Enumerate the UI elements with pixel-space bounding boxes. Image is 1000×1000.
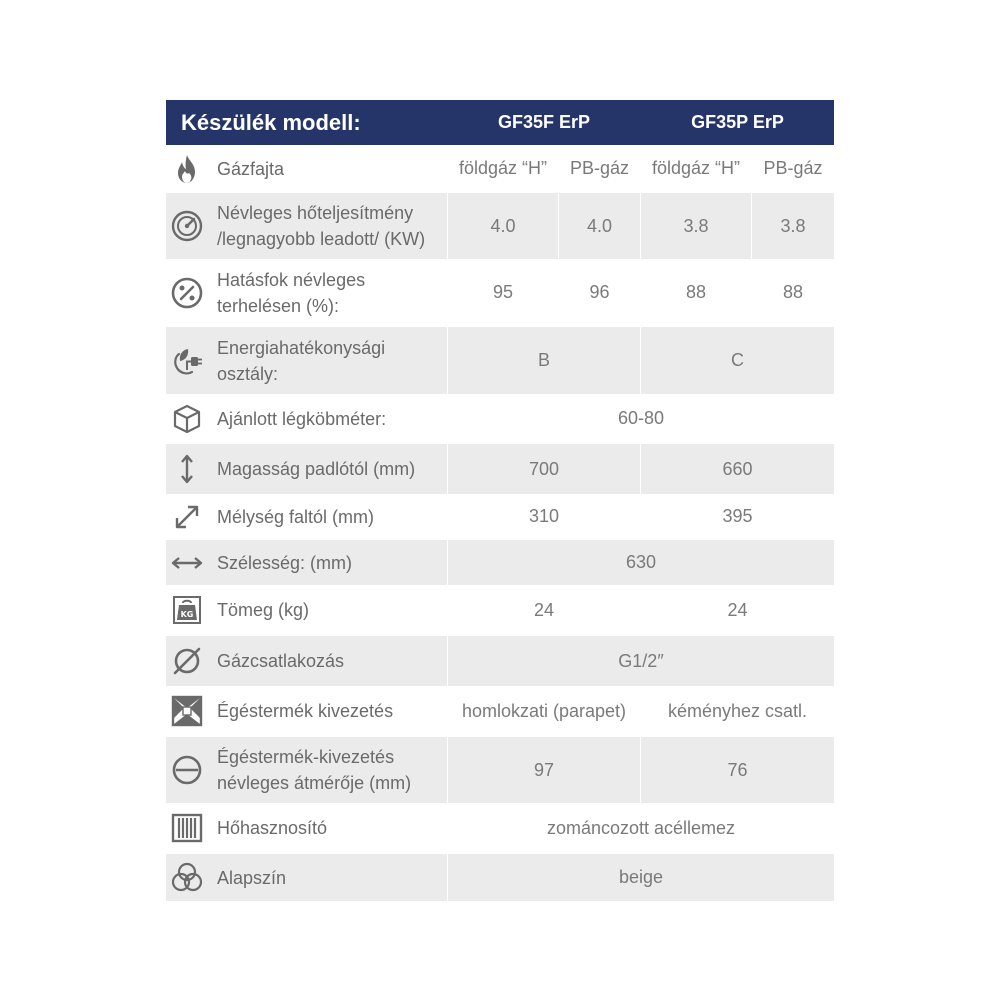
cell-value: PB-gáz: [763, 158, 823, 178]
row-gas-type: [166, 145, 834, 192]
row-label: Gázfajta: [217, 158, 285, 179]
header-label: Készülék modell:: [181, 110, 361, 135]
eco-plug-icon: [170, 344, 204, 378]
cell-value: homlokzati (parapet): [461, 700, 627, 721]
horizontal-arrow-icon: [170, 546, 204, 580]
row-energy-class: [166, 327, 834, 394]
cell-value: 24: [533, 599, 555, 620]
row-base-color: [166, 854, 834, 901]
cell-value: 4.0: [559, 193, 640, 259]
row-label: Magasság padlótól (mm): [217, 459, 416, 479]
gauge-icon: [170, 209, 204, 243]
cell-value: 660: [641, 444, 834, 494]
svg-text:KG: KG: [180, 610, 194, 619]
row-label: Tömeg (kg): [217, 600, 310, 620]
row-nominal-heat-output: [166, 193, 834, 259]
cell-value: C: [641, 327, 834, 394]
flue-box-icon: [170, 694, 204, 728]
diameter-icon: [170, 644, 204, 678]
row-heat-exchanger: [166, 803, 834, 853]
weight-kg-icon: [170, 593, 204, 627]
row-depth: [166, 494, 834, 539]
cell-value: 4.0: [448, 193, 558, 259]
row-label: Gázcsatlakozás: [217, 651, 345, 671]
row-width: [166, 540, 834, 585]
table-header: [166, 100, 834, 145]
cell-value: B: [448, 327, 640, 394]
header-model-1: GF35F ErP: [497, 112, 591, 132]
row-flue-diameter: [166, 737, 834, 803]
cell-value: 95: [492, 282, 514, 302]
spec-table: [166, 100, 834, 901]
row-efficiency: [166, 259, 834, 326]
row-label: Égéstermék-kivezetés névleges átmérője (mm): [217, 747, 412, 793]
heat-exchanger-icon: [170, 811, 204, 845]
cell-value: 700: [448, 444, 640, 494]
cell-value: 96: [589, 282, 610, 302]
cell-value: kéményhez csatl.: [667, 700, 808, 721]
row-height: [166, 444, 834, 494]
cell-value: földgáz “H”: [458, 158, 548, 178]
cell-value: 630: [448, 540, 834, 585]
cell-value: 310: [528, 506, 560, 526]
cell-value: beige: [448, 854, 834, 901]
row-label: Alapszín: [217, 867, 287, 888]
row-label: Égéstermék kivezetés: [217, 701, 394, 721]
flame-icon: [170, 152, 204, 186]
row-label: Ajánlott légköbméter:: [217, 408, 387, 429]
color-circles-icon: [170, 861, 204, 895]
row-label: Hőhasznosító: [217, 818, 328, 838]
row-label: Mélység faltól (mm): [217, 506, 375, 527]
row-label: Energiahatékonysági osztály:: [217, 337, 386, 384]
cell-value: 3.8: [752, 193, 834, 259]
row-label: Hatásfok névleges terhelésen (%):: [217, 269, 366, 316]
cell-value: 88: [782, 282, 804, 302]
vertical-arrow-icon: [170, 452, 204, 486]
cell-value: PB-gáz: [569, 158, 630, 178]
cell-value: 60-80: [617, 408, 665, 428]
cell-value: G1/2″: [448, 636, 834, 686]
row-flue-outlet: [166, 686, 834, 736]
cell-value: 395: [722, 506, 753, 526]
row-recommended-volume: [166, 394, 834, 443]
row-label: Szélesség: (mm): [217, 552, 353, 573]
pipe-diameter-icon: [170, 753, 204, 787]
row-label: Névleges hőteljesítmény /legnagyobb leadott/ (KW): [217, 203, 426, 249]
row-gas-connection: [166, 636, 834, 686]
diagonal-arrow-icon: [170, 500, 204, 534]
cell-value: 88: [685, 282, 707, 302]
header-model-2: GF35P ErP: [691, 112, 784, 132]
cube-icon: [170, 402, 204, 436]
cell-value: zománcozott acéllemez: [546, 817, 736, 838]
percent-icon: [170, 276, 204, 310]
cell-value: 3.8: [641, 193, 751, 259]
cell-value: 24: [727, 599, 748, 620]
cell-value: földgáz “H”: [651, 158, 741, 178]
cell-value: 97: [448, 737, 640, 803]
cell-value: 76: [641, 737, 834, 803]
row-weight: [166, 585, 834, 635]
